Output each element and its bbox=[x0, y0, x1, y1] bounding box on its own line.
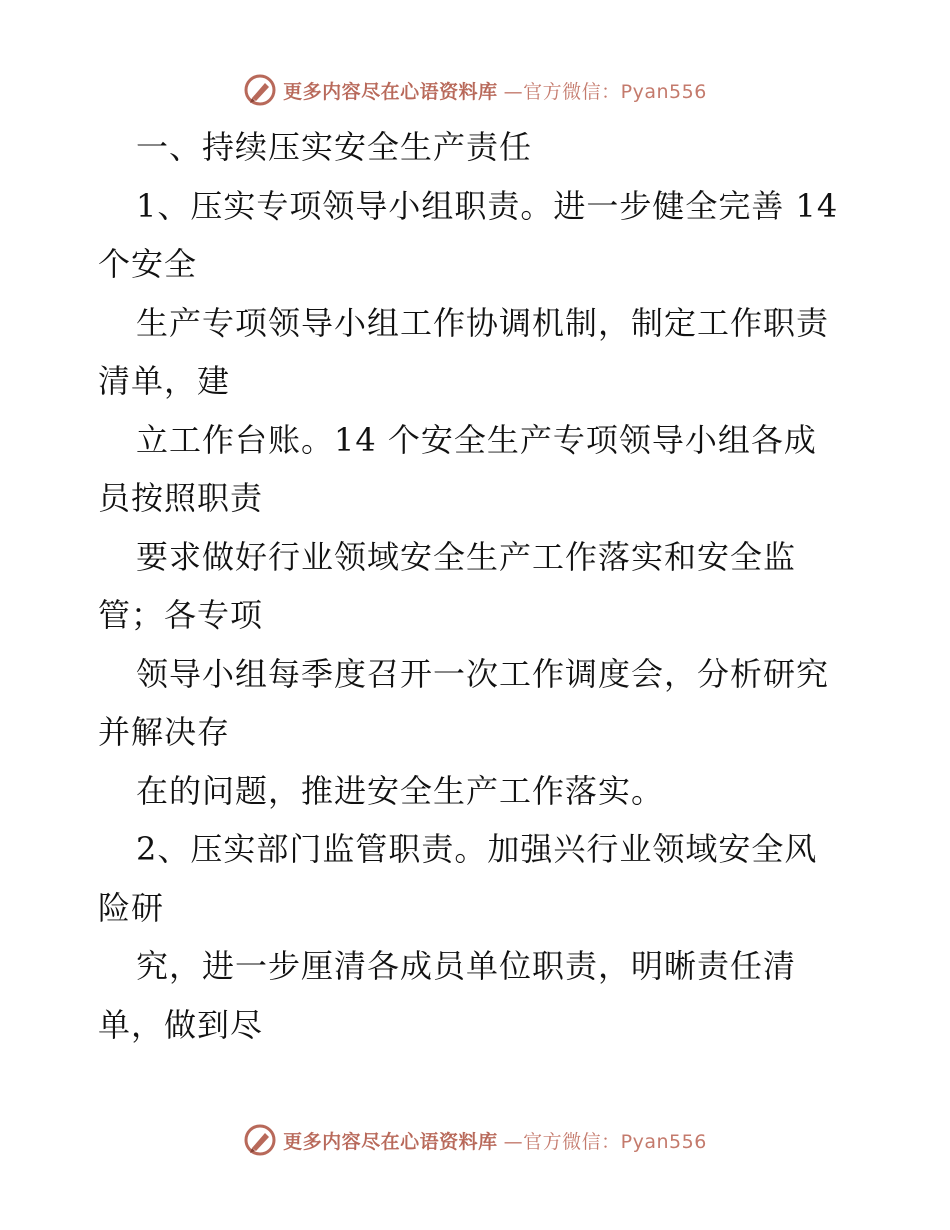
paragraph-line: 个安全 bbox=[98, 245, 198, 283]
paragraph-line: 在的问题，推进安全生产工作落实。 bbox=[136, 771, 665, 810]
document-body bbox=[98, 118, 858, 1054]
paragraph-line: 单，做到尽 bbox=[98, 1005, 264, 1044]
paragraph-line: 1、压实专项领导小组职责。进一步健全完善 14 bbox=[136, 186, 839, 225]
section-heading: 一、持续压实安全生产责任 bbox=[136, 128, 533, 166]
paragraph-line: 员按照职责 bbox=[98, 479, 264, 517]
paragraph-line: 管；各专项 bbox=[98, 596, 264, 634]
paragraph-line: 究，进一步厘清各成员单位职责，明晰责任清 bbox=[136, 947, 797, 985]
footer-watermark bbox=[0, 1120, 950, 1160]
paragraph-line: 立工作台账。14 个安全生产专项领导小组各成 bbox=[136, 420, 817, 459]
paragraph-line: 并解决存 bbox=[98, 713, 231, 751]
paragraph-line: 要求做好行业领域安全生产工作落实和安全监 bbox=[136, 537, 797, 576]
paragraph-line: 领导小组每季度召开一次工作调度会，分析研究 bbox=[136, 654, 830, 693]
pen-logo-icon bbox=[243, 73, 277, 107]
watermark-main-text: 更多内容尽在心语资料库 bbox=[283, 80, 498, 103]
paragraph-line: 清单，建 bbox=[98, 362, 231, 400]
paragraph-line: 险研 bbox=[98, 888, 165, 927]
watermark-sub-text: —官方微信：Pyan556 bbox=[503, 80, 707, 103]
pen-logo-icon bbox=[243, 1123, 277, 1157]
watermark-main-text: 更多内容尽在心语资料库 bbox=[283, 1130, 498, 1153]
header-watermark bbox=[0, 70, 950, 110]
watermark-sub-text: —官方微信：Pyan556 bbox=[503, 1130, 707, 1153]
paragraph-line: 2、压实部门监管职责。加强兴行业领域安全风 bbox=[136, 830, 818, 868]
paragraph-line: 生产专项领导小组工作协调机制，制定工作职责 bbox=[136, 303, 830, 342]
